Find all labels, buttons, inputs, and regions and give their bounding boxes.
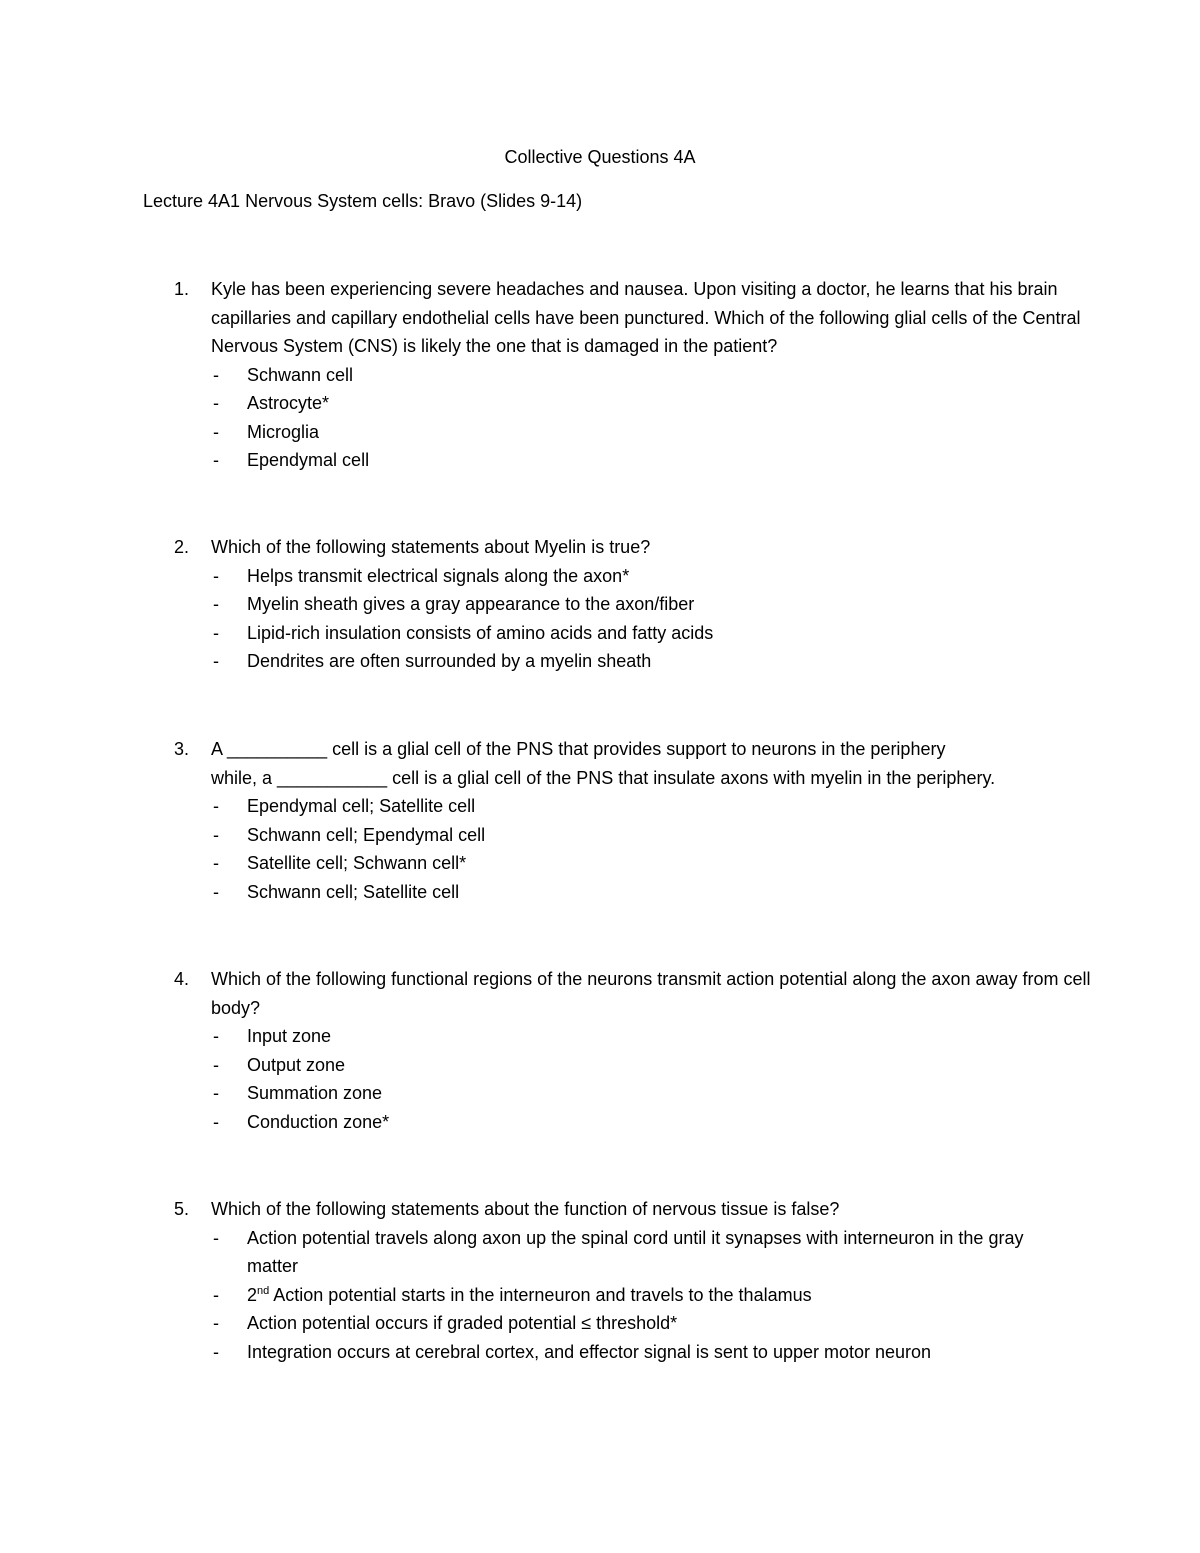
answer-option: - Helps transmit electrical signals along the axon* <box>213 565 630 586</box>
answer-option: - Astrocyte* <box>213 393 330 413</box>
answer-option: - 2nd Action potential starts in the interneuron and travels to the thalamus <box>213 1284 812 1305</box>
answer-options <box>0 1224 1200 1367</box>
question-text: Kyle has been experiencing severe headaches and nausea. Upon visiting a doctor, he learns that his brain capillaries and capillary endothelial cells have been punctured. Which of the following glial cells of the Central Nervous System (CNS) is likely the one that is damaged in the patient? <box>211 279 1081 356</box>
answer-option: - Action potential occurs if graded potential ≤ threshold* <box>213 1313 678 1333</box>
answer-options <box>0 562 1200 676</box>
ordinal-suffix: nd <box>257 1284 270 1297</box>
question-number: 3. <box>174 739 190 759</box>
answer-option: - Ependymal cell; Satellite cell <box>213 796 476 816</box>
question-number: 2. <box>174 537 190 557</box>
answer-option: - Action potential travels along axon up the spinal cord until it synapses with interneuron in the gray matter <box>213 1227 1024 1276</box>
question-number: 1. <box>174 279 190 299</box>
answer-option: - Input zone <box>213 1026 332 1046</box>
answer-option: - Schwann cell; Ependymal cell <box>213 824 486 845</box>
question-text: Which of the following statements about the function of nervous tissue is false? <box>211 1199 840 1219</box>
question-text-line-1: A __________ cell is a glial cell of the PNS that provides support to neurons in the periphery <box>211 739 946 759</box>
answer-option: - Integration occurs at cerebral cortex, and effector signal is sent to upper motor neuron <box>213 1341 932 1362</box>
document-title: Collective Questions 4A <box>504 147 696 167</box>
answer-option: - Lipid-rich insulation consists of amino acids and fatty acids <box>213 622 714 643</box>
answer-option: - Myelin sheath gives a gray appearance to the axon/fiber <box>213 594 695 614</box>
answer-option: - Summation zone <box>213 1083 383 1103</box>
question-number: 4. <box>174 969 190 989</box>
question-text: Which of the following functional regions of the neurons transmit action potential along the axon away from cell body? <box>211 969 1091 1018</box>
answer-options <box>0 361 1200 475</box>
question-text-line-2: while, a ___________ cell is a glial cell of the PNS that insulate axons with myelin in the periphery. <box>211 767 996 788</box>
question-text: Which of the following statements about Myelin is true? <box>211 537 651 557</box>
question-text <box>211 735 1111 792</box>
answer-option: - Satellite cell; Schwann cell* <box>213 853 467 873</box>
answer-option: - Ependymal cell <box>213 450 370 470</box>
answer-option: - Schwann cell <box>213 364 354 385</box>
answer-option: - Schwann cell; Satellite cell <box>213 881 460 902</box>
answer-option: - Conduction zone* <box>213 1111 390 1132</box>
answer-option: - Microglia <box>213 421 320 442</box>
lecture-subtitle: Lecture 4A1 Nervous System cells: Bravo (Slides 9-14) <box>143 191 583 211</box>
ordinal-number: 2 <box>247 1284 258 1305</box>
question-number: 5. <box>174 1199 190 1219</box>
answer-options <box>0 1022 1200 1136</box>
answer-option: - Output zone <box>213 1054 346 1075</box>
answer-option: - Dendrites are often surrounded by a myelin sheath <box>213 651 652 671</box>
answer-options <box>0 792 1200 906</box>
